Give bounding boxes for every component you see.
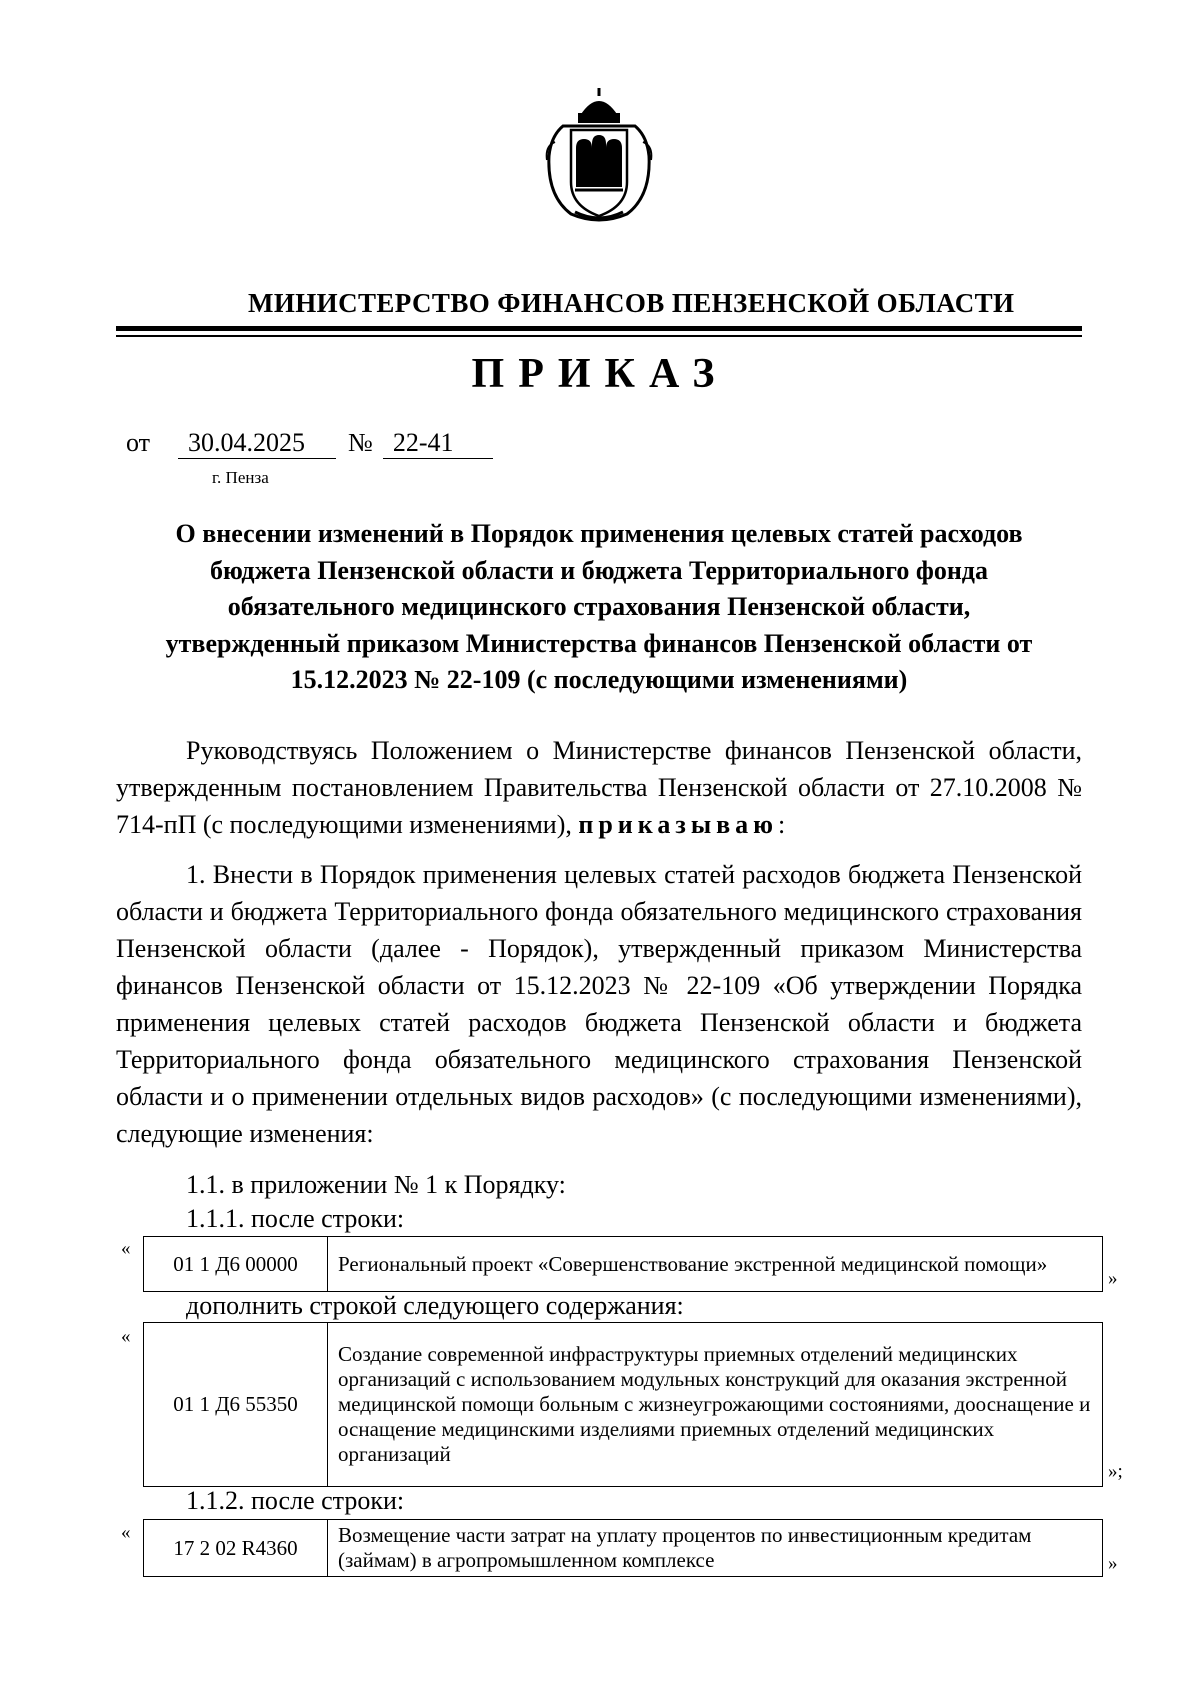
item-1-1: 1.1. в приложении № 1 к Порядку: <box>186 1170 566 1199</box>
table-row <box>144 1237 1103 1292</box>
budget-code: 01 1 Д6 00000 <box>144 1237 328 1292</box>
number-label: № <box>348 428 373 457</box>
open-quote: « <box>121 1326 131 1347</box>
code-description: Создание современной инфраструктуры приемных отделений медицинских организаций с использованием модульных конструкций для оказания экстренной медицинской помощи больным с жизнеугрожающими состояниями, дооснащение и оснащение медицинскими изделиями приемных отделений медицинских организаций <box>328 1323 1103 1487</box>
close-quote: » <box>1108 1553 1118 1574</box>
close-quote: » <box>1108 1268 1118 1289</box>
order-date: 30.04.2025 <box>178 428 336 459</box>
budget-code: 17 2 02 R4360 <box>144 1520 328 1577</box>
open-quote: « <box>121 1522 131 1543</box>
item-1-1-1: 1.1.1. после строки: <box>186 1204 405 1233</box>
item-1-1-2: 1.1.2. после строки: <box>186 1486 405 1515</box>
coat-of-arms-icon <box>541 86 657 224</box>
code-table-2 <box>143 1322 1103 1487</box>
open-quote: « <box>121 1238 131 1259</box>
order-number: 22-41 <box>383 428 493 459</box>
preamble-paragraph <box>116 732 1082 843</box>
city: г. Пенза <box>212 468 269 487</box>
preamble-end: : <box>778 810 786 839</box>
close-quote-semicolon: »; <box>1108 1461 1123 1482</box>
code-table-1 <box>143 1236 1103 1292</box>
preamble-text: Руководствуясь Положением о Министерстве финансов Пензенской области, утвержденным постановлением Правительства Пензенской области от 27.10.2008 № 714-пП (с последующими изменениями), <box>116 736 1082 839</box>
title-line: обязательного медицинского страхования Пензенской области, <box>227 592 971 621</box>
title-line: утвержденный приказом Министерства финансов Пензенской области от <box>165 628 1033 658</box>
ministry-name: МИНИСТЕРСТВО ФИНАНСОВ ПЕНЗЕНСКОЙ ОБЛАСТИ <box>248 288 1015 318</box>
document-type: ПРИКАЗ <box>471 351 729 397</box>
date-label: от <box>126 428 151 457</box>
table-row <box>144 1520 1103 1577</box>
item-1-paragraph: 1. Внести в Порядок применения целевых статей расходов бюджета Пензенской области и бюджета Территориального фонда обязательного медицинского страхования Пензенской области (далее - Порядок), утвержденный приказом Министерства финансов Пензенской области от 15.12.2023 № 22-109 «Об утверждении Порядка применения целевых статей расходов бюджета Пензенской области и бюджета Территориального фонда обязательного медицинского страхования Пензенской области и о применении отдельных видов расходов» (с последующими изменениями), следующие изменения: <box>116 860 1082 1148</box>
budget-code: 01 1 Д6 55350 <box>144 1323 328 1487</box>
code-table-3 <box>143 1519 1103 1577</box>
table-row <box>144 1323 1103 1487</box>
header-rule-thin <box>116 335 1082 337</box>
title-line: 15.12.2023 № 22-109 (с последующими изменениями) <box>290 665 908 694</box>
header-rule-thick <box>116 326 1082 331</box>
code-description: Возмещение части затрат на уплату процентов по инвестиционным кредитам (займам) в агропромышленном комплексе <box>328 1520 1103 1577</box>
add-row-text: дополнить строкой следующего содержания: <box>186 1291 684 1320</box>
order-title <box>116 516 1082 699</box>
order-date-row <box>126 428 493 459</box>
title-line: О внесении изменений в Порядок применения целевых статей расходов <box>175 519 1023 548</box>
title-line: бюджета Пензенской области и бюджета Территориального фонда <box>210 555 988 585</box>
code-description: Региональный проект «Совершенствование экстренной медицинской помощи» <box>328 1237 1103 1292</box>
order-word: приказываю <box>578 810 779 839</box>
